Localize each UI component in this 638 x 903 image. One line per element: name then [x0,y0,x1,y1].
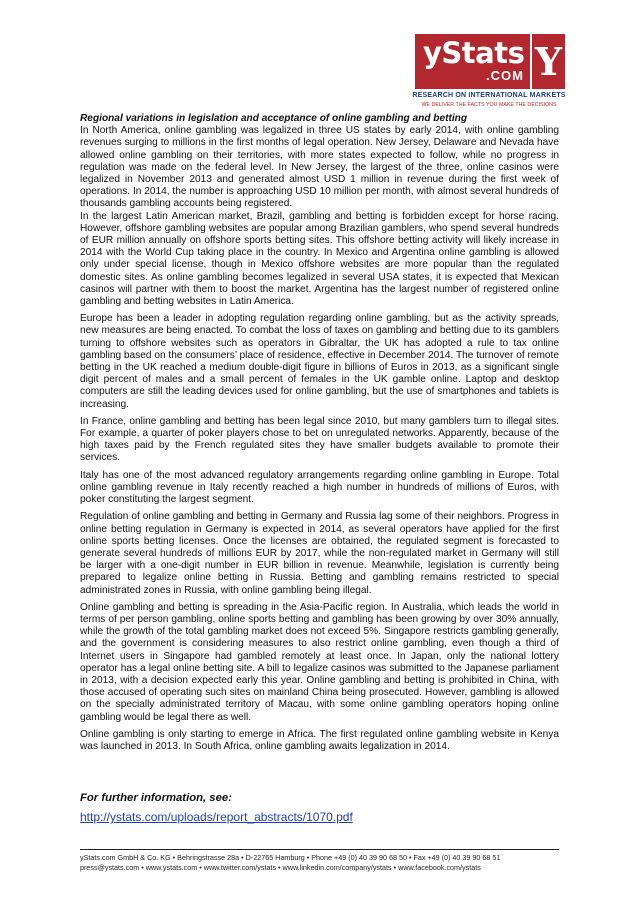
further-info-heading: For further information, see: [80,792,232,804]
brand-tagline: RESEARCH ON INTERNATIONAL MARKETS [412,92,566,99]
brand-logo [410,34,568,108]
footer-divider [80,849,559,850]
article-body [80,113,559,758]
logo-domain: .COM [486,68,524,83]
paragraph-italy: Italy has one of the most advanced regulatory arrangements regarding online gambling in Europe. Total online gambling revenue in Italy recently reached a high number in hundreds of millions of Euros, with poker constituting the largest segment. [80,469,559,506]
footer-contacts: press@ystats.com • www.ystats.com • www.twitter.com/ystats • www.linkedin.com/company/ystats • www.facebook.com/ystats [80,863,481,872]
paragraph-europe: Europe has been a leader in adopting regulation regarding online gambling, but as the activity spreads, new measures are being enacted. To combat the loss of taxes on gambling and betting due to its gamblers turning to offshore websites such as operators in Gibraltar, the UK has adopted a rule to tax online gambling based on the consumers’ place of residence, effective in December 2014. The turnover of remote betting in the UK reached a medium double-digit figure in billions of Euros in 2013, as a significant single digit percent of males and a small percent of females in the UK gamble online. Laptop and desktop computers are still the leading devices used for online gambling, but the use of smartphones and tablets is increasing. [80,313,559,410]
report-link[interactable]: http://ystats.com/uploads/report_abstracts/1070.pdf [80,810,353,824]
paragraph-germany-russia: Regulation of online gambling and betting in Germany and Russia lag some of their neighbors. Progress in online betting regulation in Germany is expected in 2014, as several operators have applied for the first online sports betting licenses. Once the licenses are obtained, the regulated segment is forecasted to generate several hundreds of millions EUR by 2017, while the non-regulated market in Germany will still be larger with a one-digit number in EUR billion in revenue. Meanwhile, legislation is currently being prepared to legalize online betting in Russia. Betting and gambling remains restricted to special administrated zones in Russia, with online gambling being illegal. [80,511,559,596]
article-title: Regional variations in legislation and acceptance of online gambling and betting [80,113,468,124]
brand-subtagline: WE DELIVER THE FACTS YOU MAKE THE DECISIONS [421,102,557,108]
paragraph-france: In France, online gambling and betting has been legal since 2010, but many gamblers turn to illegal sites. For example, a quarter of poker players chose to bet on unregulated networks. Apparently, because of the high taxes paid by the French regulated sites they have smaller budgets available to promote their services. [80,415,559,464]
paragraph-north-america: In North America, online gambling was legalized in three US states by early 2014, with online gambling revenues surging to millions in the first months of legal operation. New Jersey, Delaware and Nevada have allowed online gambling on their territories, with more states expected to follow, while no progress in regulation was made on the federal level. In New Jersey, the largest of the three, online casinos were legalized in November 2013 and generated almost USD 1 million in revenue during the first week of operations. In 2014, the number is approaching USD 10 million per month, with almost several hundreds of thousands gambling accounts being registered. [80,125,559,210]
paragraph-africa: Online gambling is only starting to emerge in Africa. The first regulated online gambling website in Kenya was launched in 2013. In South Africa, online gambling awaits legalization in 2014. [80,728,559,752]
footer-address: yStats.com GmbH & Co. KG • Behringstrasse 28a • D-22765 Hamburg • Phone +49 (0) 40 39 90 68 50 • Fax +49 (0) 40 39 90 68 51 [80,853,501,862]
paragraph-asia-pacific: Online gambling and betting is spreading in the Asia-Pacific region. In Australia, which leads the world in terms of per person gambling, online sports betting and gambling has been growing by over 30% annually, while the growth of the total gambling market does not exceed 5%. Singapore restricts gambling generally, and the government is considering measures to also restrict online gambling, even though a third of Internet users in Singapore had gambled remotely at least once. In Japan, only the national lottery operator has a legal online betting site. A bill to legalize casinos was submitted to the Japanese parliament in 2013, with a decision expected early this year. Online gambling and betting is prohibited in China, with those accused of operating such sites on mainland China being prosecuted. However, gambling is allowed on the specially administrated territory of Macau, with some online gambling operators hoping online gambling would be legal there as well. [80,601,559,723]
logo-block [415,34,565,89]
footer [80,853,559,873]
logo-name: yStats [423,36,525,70]
logo-wordmark [415,34,530,89]
paragraph-latin-america: In the largest Latin American market, Brazil, gambling and betting is forbidden except for horse racing. However, offshore gambling websites are popular among Brazilian gamblers, who spend several hundreds of EUR million annually on offshore sports betting sites. This offshore betting activity will likely increase in 2014 with the World Cup taking place in the country. In Mexico and Argentina online gambling is allowed only under special license, though in Mexico offshore websites are more popular than the regulated domestic sites. As online gambling becomes legalized in several USA states, it is expected that Mexican casinos will partner with them to boost the market. Argentina has the largest number of registered online gambling and betting websites in Latin America. [80,210,559,308]
logo-mark: Y [532,34,565,89]
